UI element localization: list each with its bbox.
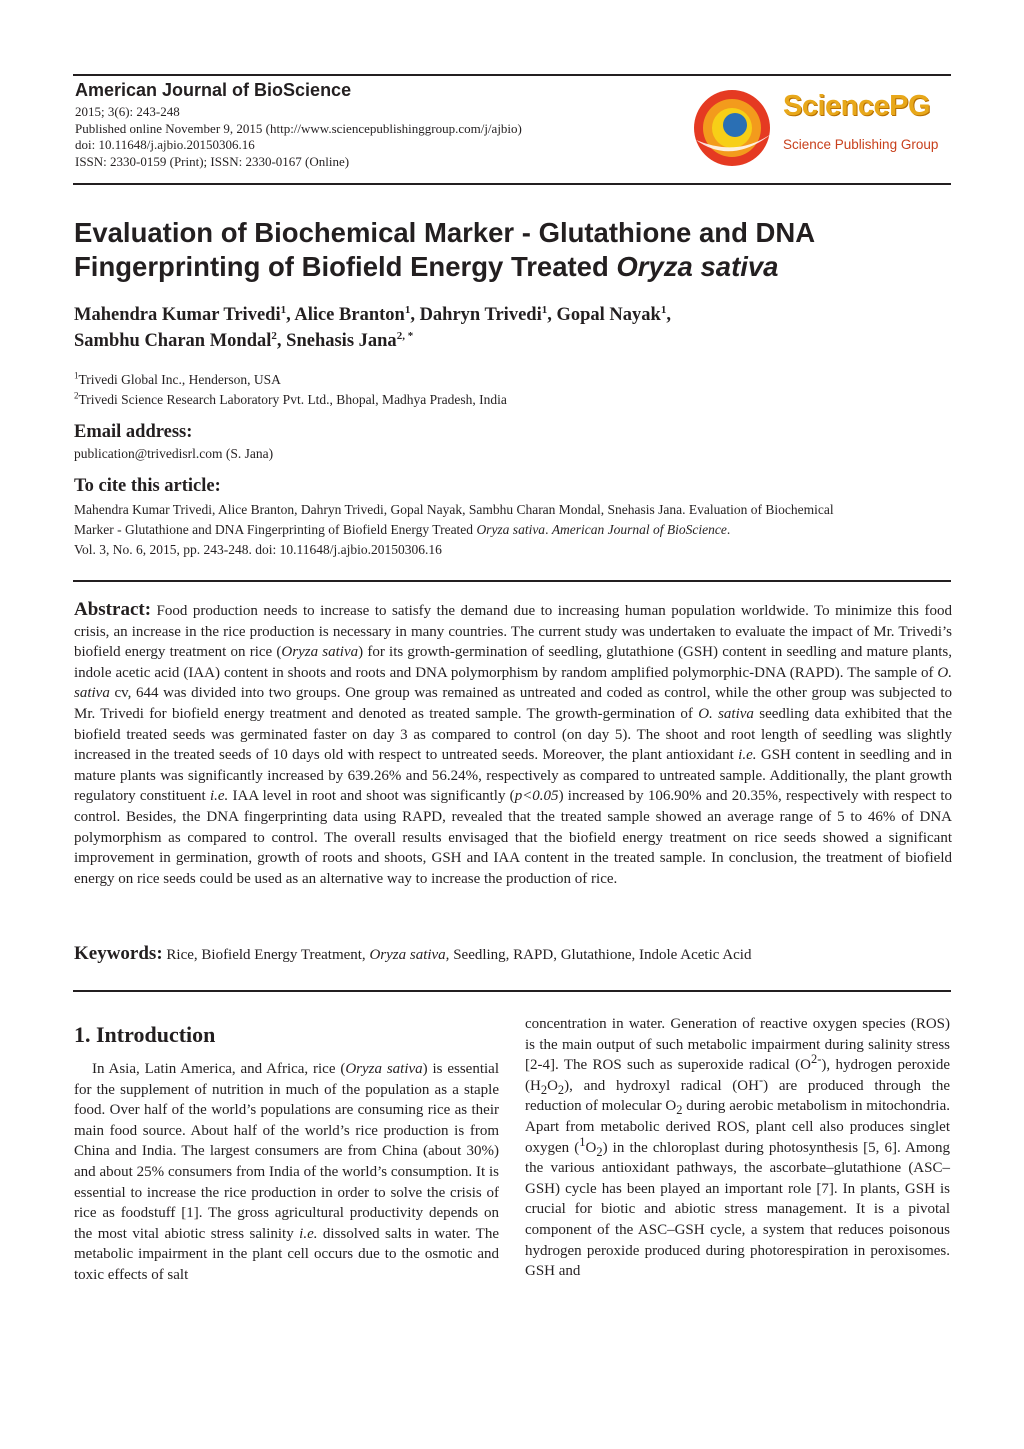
citation-species: Oryza sativa bbox=[476, 522, 546, 537]
body-text: In Asia, Latin America, and Africa, rice ( bbox=[92, 1061, 346, 1077]
citation-text: . bbox=[726, 522, 731, 537]
citation-journal: American Journal of BioScience bbox=[551, 522, 727, 537]
author-affil: 1 bbox=[280, 303, 287, 316]
abstract-text: seedling data exhibited that the biofield treated seeds was germinated faster on day 3 as compared to control (on day 5). The shoot and root length of seedling was slightly increased in the treated seeds of 10 days old with respect to untreated seeds. Moreover, the plant antioxidant bbox=[74, 705, 953, 764]
body-text: ) are produced through the reduction of molecular O bbox=[525, 1077, 951, 1115]
author: Mahendra Kumar Trivedi bbox=[74, 305, 281, 325]
author-affil: 1 bbox=[660, 303, 667, 316]
keywords-bottom-rule bbox=[73, 990, 951, 992]
body-subscript: 2 bbox=[557, 1082, 565, 1097]
body-superscript: - bbox=[758, 1072, 764, 1087]
section-heading-introduction: 1. Introduction bbox=[74, 1022, 216, 1047]
body-subscript: 2 bbox=[596, 1144, 603, 1159]
abstract bbox=[74, 600, 952, 889]
author-affil: 2 bbox=[271, 329, 277, 342]
issn-line: ISSN: 2330-0159 (Print); ISSN: 2330-0167 (Online) bbox=[75, 153, 350, 169]
body-text: ) in the chloroplast during photosynthesis [5, 6]. Among the various antioxidant pathways, the ascorbate–glutathione (ASC–GSH) cycle has been played an important role [7]. In plants, GSH is crucial for biotic and abiotic stress management. It is a pivotal component of the ASC–GSH cycle, a system that reduces poisonous hydrogen peroxide produced during photorespiration in peroxisomes. GSH and bbox=[525, 1139, 950, 1280]
body-italic: Oryza sativa bbox=[345, 1061, 423, 1077]
keywords-label: Keywords: bbox=[74, 943, 163, 964]
abstract-text: cv, 644 was divided into two groups. One group was remained as untreated and coded as control, while the other group was subjected to Mr. Trivedi for biofield energy treatment and denoted as treated sample. The growth-germination of bbox=[74, 685, 952, 722]
keywords-text: Seedling, RAPD, Glutathione, Indole Acetic Acid bbox=[449, 947, 752, 963]
abstract-label: Abstract: bbox=[74, 599, 152, 620]
abstract-italic: i.e. bbox=[209, 788, 229, 805]
issue-line: 2015; 3(6): 243-248 bbox=[75, 104, 180, 119]
logo-mark-icon bbox=[688, 88, 780, 168]
title-line-2-text: Fingerprinting of Biofield Energy Treated bbox=[74, 251, 617, 282]
citation bbox=[74, 500, 952, 560]
author-affil: 1 bbox=[404, 303, 411, 316]
header-bottom-rule bbox=[73, 183, 951, 185]
author-separator: , bbox=[276, 331, 287, 351]
body-text: during aerobic metabolism in mitochondria. Apart from metabolic derived ROS, plant cell also produces singlet oxygen ( bbox=[525, 1098, 951, 1156]
body-subscript: 2 bbox=[676, 1103, 683, 1118]
top-rule bbox=[73, 74, 951, 76]
author-affil: 1 bbox=[541, 303, 548, 316]
citation-line-2 bbox=[74, 520, 952, 540]
doi-line: doi: 10.11648/j.ajbio.20150306.16 bbox=[75, 137, 255, 152]
logo-subtitle: Science Publishing Group bbox=[783, 137, 939, 152]
author: Gopal Nayak bbox=[556, 305, 661, 325]
body-superscript: 2- bbox=[810, 1052, 822, 1067]
author-separator: , bbox=[410, 305, 420, 325]
abstract-text: GSH content in seedling and in mature plants was significantly increased by 639.26% and 56.24%, respectively as compared to untreated sample. Additionally, the plant growth regulatory constituent bbox=[74, 747, 952, 805]
body-text: ), and hydroxyl radical (OH bbox=[564, 1077, 759, 1094]
affiliations bbox=[74, 370, 507, 410]
citation-line-1: Mahendra Kumar Trivedi, Alice Branton, Dahryn Trivedi, Gopal Nayak, Sambhu Charan Mondal, Snehasis Jana. Evaluation of Biochemical bbox=[74, 502, 834, 517]
title-species: Oryza sativa bbox=[616, 251, 779, 282]
affiliation-number: 2 bbox=[74, 390, 79, 401]
abstract-text: Food production needs to increase to satisfy the demand due to increasing human population worldwide. To minimize this food crisis, an increase in the rice production is necessary in many countries. The current study was undertaken to evaluate the impact of Mr. Trivedi’s biofield energy treatment on rice ( bbox=[74, 603, 952, 661]
abstract-top-rule bbox=[73, 580, 951, 582]
keywords-italic: Oryza sativa, bbox=[369, 947, 450, 963]
body-italic: i.e. bbox=[299, 1225, 318, 1242]
abstract-text: IAA level in root and shoot was significantly ( bbox=[228, 788, 515, 805]
body-text: ), hydrogen peroxide (H bbox=[525, 1057, 950, 1094]
author-separator: , bbox=[547, 305, 557, 325]
author: Sambhu Charan Mondal bbox=[74, 331, 272, 351]
author-separator: , bbox=[666, 305, 671, 325]
published-line: Published online November 9, 2015 (http://www.sciencepublishinggroup.com/j/ajbio) bbox=[75, 120, 522, 136]
title-line-2 bbox=[74, 250, 954, 284]
abstract-italic: O. sativa bbox=[74, 664, 952, 702]
intro-right-column bbox=[525, 1014, 950, 1282]
author-list bbox=[74, 302, 954, 354]
author-separator: , bbox=[286, 305, 295, 325]
journal-meta bbox=[75, 104, 522, 170]
citation-line-3: Vol. 3, No. 6, 2015, pp. 243-248. doi: 10.11648/j.ajbio.20150306.16 bbox=[74, 542, 442, 557]
email-address[interactable]: publication@trivedisrl.com (S. Jana) bbox=[74, 446, 274, 461]
sciencepg-logo bbox=[688, 88, 950, 168]
body-superscript: 1 bbox=[579, 1134, 586, 1149]
affiliation bbox=[74, 370, 507, 390]
citation-text: Marker - Glutathione and DNA Fingerprinting of Biofield Energy Treated bbox=[74, 522, 477, 537]
abstract-italic: Oryza sativa bbox=[281, 644, 359, 661]
author-affil: 2, * bbox=[396, 329, 414, 342]
body-subscript: 2 bbox=[540, 1082, 548, 1097]
abstract-italic: p<0.05 bbox=[514, 788, 559, 805]
abstract-text: ) increased by 106.90% and 20.35%, respectively with respect to control. Besides, the DNA fingerprinting data using RAPD, revealed that the treated sample showed an average range of 5 to 46% of DNA polymorphism as compared to control. The overall results envisaged that the biofield energy treatment on rice seeds showed a significant improvement in germination, growth of roots and shoots, GSH and IAA content in the treated sample. In conclusion, the treatment of biofield energy on rice seeds could be used as an alternative way to increase the production of rice. bbox=[74, 788, 952, 887]
body-text: O bbox=[585, 1139, 597, 1156]
cite-heading: To cite this article: bbox=[74, 476, 221, 496]
affiliation-number: 1 bbox=[74, 370, 79, 381]
journal-name: American Journal of BioScience bbox=[75, 80, 352, 100]
citation-text: . bbox=[545, 522, 552, 537]
abstract-text: ) for its growth-germination of seedling, glutathione (GSH) content in seedling and mature plants, indole acetic acid (IAA) content in shoots and roots and DNA polymorphism by random amplified polymorphic-DNA (RAPD). The sample of bbox=[74, 644, 952, 681]
body-text: O bbox=[547, 1077, 558, 1094]
intro-left-column bbox=[74, 1059, 499, 1286]
keywords bbox=[74, 943, 952, 965]
title-line-1: Evaluation of Biochemical Marker - Glutathione and DNA bbox=[74, 217, 816, 248]
article-title bbox=[74, 216, 954, 284]
author: Snehasis Jana bbox=[286, 331, 397, 351]
logo-name: SciencePG bbox=[783, 90, 931, 122]
keywords-text: Rice, Biofield Energy Treatment, bbox=[162, 947, 370, 963]
body-text: ) is essential for the supplement of nutrition in much of the population as a staple food. Over half of the world’s populations are consuming rice as their main food source. About half of the world’s rice production is from China and India. The largest consumers are from China (about 30%) and about 25% consumers from India of the world’s consumption. It is essential to increase the rice production in order to solve the crisis of rice as foodstuff [1]. The gross agricultural productivity depends on the most vital abiotic stress salinity bbox=[74, 1061, 499, 1242]
author: Alice Branton bbox=[294, 305, 405, 325]
body-text: dissolved salts in water. The metabolic impairment in the plant cell occurs due to the osmotic and toxic effects of salt bbox=[74, 1225, 499, 1283]
abstract-italic: O. sativa bbox=[698, 705, 754, 722]
abstract-italic: i.e. bbox=[738, 747, 757, 764]
affiliation bbox=[74, 390, 507, 410]
email-heading: Email address: bbox=[74, 422, 193, 442]
affiliation-text: Trivedi Global Inc., Henderson, USA bbox=[78, 372, 281, 387]
affiliation-text: Trivedi Science Research Laboratory Pvt. Ltd., Bhopal, Madhya Pradesh, India bbox=[78, 392, 507, 407]
author: Dahryn Trivedi bbox=[419, 305, 542, 325]
body-text: concentration in water. Generation of reactive oxygen species (ROS) is the main output of such metabolic impairment during salinity stress [2-4]. The ROS such as superoxide radical (O bbox=[525, 1016, 950, 1074]
